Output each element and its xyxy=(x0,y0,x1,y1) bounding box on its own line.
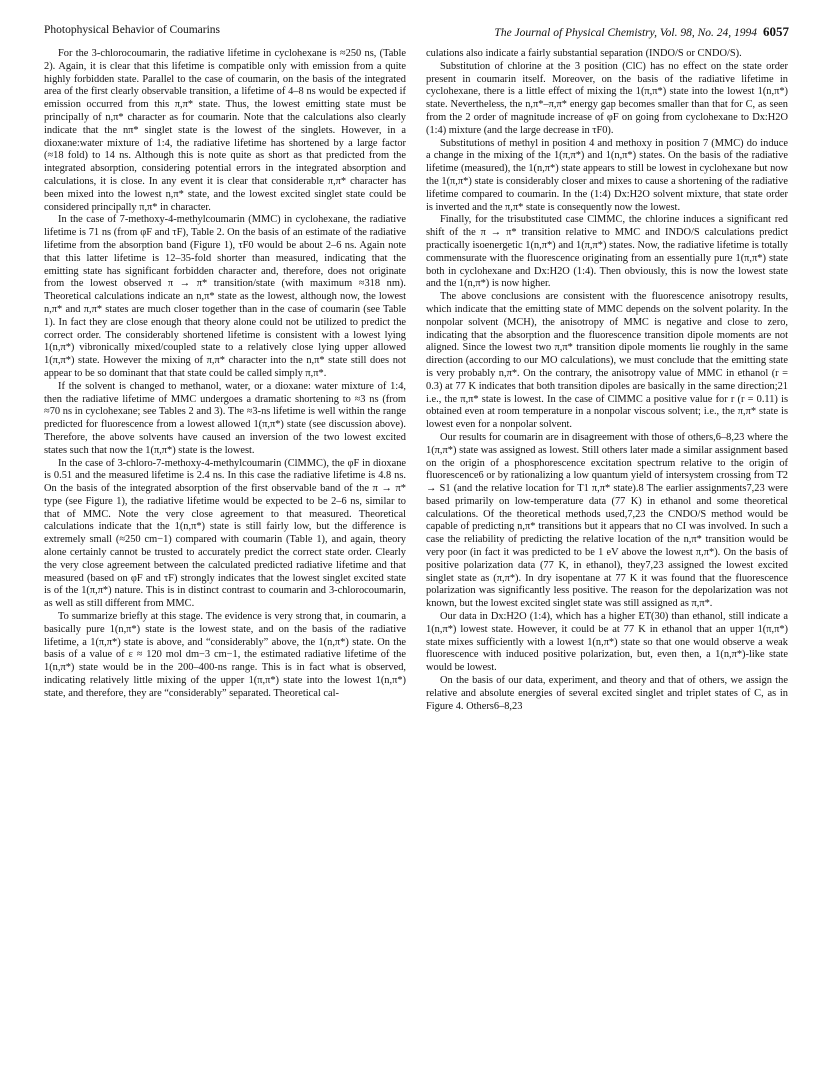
paragraph: Our data in Dx:H2O (1:4), which has a higher ET(30) than ethanol, still indicate a 1(n,π*) lowest state. However, it could be at 77 K in ethanol that an upper 1(π,π*) state mixes sufficiently with a lowest 1(n,π*) state so that one would observe a weak fluorescence with induced positive polarization, but, even then, a 1(n,π*)-like state would be lowest. xyxy=(426,611,788,674)
paragraph: Substitutions of methyl in position 4 and methoxy in position 7 (MMC) do induce a change in the mixing of the 1(π,π*) and 1(n,π*) states. On the basis of the radiative lifetime (measured), the 1(n,π*) state appears to still be lowest in cyclohexane but now the 1(π,π*) state is considerably closer and mixes to cause a shortening of the radiative lifetime compared to coumarin. In the (1:4) Dx:H2O solvent mixture, that state order is inverted and the π,π* state is consequently now the lowest. xyxy=(426,137,788,213)
journal-citation xyxy=(494,24,789,40)
left-column xyxy=(44,48,406,1068)
paragraph: If the solvent is changed to methanol, water, or a dioxane: water mixture of 1:4, then the radiative lifetime of MMC undergoes a dramatic shortening to ≈3 ns (from ≈70 ns in cyclohexane; see Tables 2 and 3). The ≈3-ns lifetime is well within the range predicted for fluorescence from a lowest allowed 1(π,π*) state (see discussion above). Therefore, the above solvents have caused an inversion of the two lowest excited states such that now the 1(π,π*) state is the lowest. xyxy=(44,380,406,456)
page-number: 6057 xyxy=(763,24,789,39)
paragraph: Finally, for the trisubstituted case ClMMC, the chlorine induces a significant red shift of the π → π* transition relative to MMC and INDO/S calculations predict practically isoenergetic 1(n,π*) and 1(π,π*) states. Now, the radiative lifetime is totally commensurate with the fluorescence originating from an essentially pure 1(π,π*) state both in cyclohexane and Dx:H2O (1:4). Then obviously, this is now the lowest state and the 1(n,π*) is now higher. xyxy=(426,214,788,290)
paragraph: Substitution of chlorine at the 3 position (ClC) has no effect on the state order present in coumarin itself. Moreover, on the basis of the radiative lifetime in cyclohexane, there is a little effect of mixing the 1(π,π*) state into the lowest 1(n,π*) state. Nevertheless, the n,π*–π,π* energy gap becomes smaller than that for C, as seen from the 2 order of magnitude increase of φF on going from cyclohexane to Dx:H2O (1:4) mixture (and the large decrease in τF0). xyxy=(426,60,788,136)
paragraph: For the 3-chlorocoumarin, the radiative lifetime in cyclohexane is ≈250 ns, (Table 2). Again, it is clear that this lifetime is compatible only with emission from a quite highly forbidden state. Parallel to the case of coumarin, on the basis of the integrated area of the first clearly observable transition, a lifetime of 4–8 ns would be expected if emission occurred from this π,π* state. Thus, the lowest emitting state must be principally of n,π* character as for coumarin. Note that the calculations also clearly indicate that the nπ* singlet state is the lowest of the singlets. However, in a dioxane:water mixture of 1:4, the radiative lifetime has shortened by a large factor (≈18 fold) to 14 ns. Although this is note quite as short as that predicted from the integrated absorption, considering potential errors in the integrated absorption and calculations, it is close. In any event it is clear that considerable π,π* character has been mixed into the lowest n,π* state, and the lowest excited singlet state could be considered principally π,π* in character. xyxy=(44,48,406,213)
running-title: Photophysical Behavior of Coumarins xyxy=(44,24,220,36)
article-body xyxy=(44,48,789,1068)
right-column xyxy=(426,48,788,1068)
paragraph: In the case of 3-chloro-7-methoxy-4-methylcoumarin (ClMMC), the φF in dioxane is 0.51 and the measured lifetime is 2.4 ns. In this case the radiative lifetime is 4.8 ns. On the basis of the integrated absorption of the first observable band of the π → π* type (see Figure 1), the radiative lifetime would be expected to be 2–6 ns, similar to that of MMC. Note the very close agreement to that measured. Theoretical calculations indicate that the 1(n,π*) state is still fairly low, but the difference is extremely small (≈250 cm−1) compared with coumarin (Table 1), and again, theory alone certainly cannot be trusted to accurately predict the correct state order. Clearly the very close agreement between the calculated predicted radiative lifetime and that measured (based on φF and τF) strongly indicates that the lowest singlet excited state is of the 1(π,π*) nature. This is in distinct contrast to coumarin and 3-chlorocoumarin, as well as still different from MMC. xyxy=(44,457,406,610)
paragraph: On the basis of our data, experiment, and theory and that of others, we assign the relative and absolute energies of several excited singlet and triplet states of C, as in Figure 4. Others6–8,23 xyxy=(426,675,788,712)
paragraph: In the case of 7-methoxy-4-methylcoumarin (MMC) in cyclohexane, the radiative lifetime is 71 ns (from φF and τF), Table 2. On the basis of an estimate of the radiative lifetime from the absorption band (Figure 1), τF0 would be about 2–6 ns. Again note that this latter lifetime is 12–35-fold shorter than measured, indicating that the emitting state has significant forbidden character and, therefore, does not originate from the lowest observed π → π* transition/state (with maximum ≈318 nm). Theoretical calculations indicate an n,π* state as the lowest, although now, the lowest n,π* and π,π* states are much closer together than in the case of coumarin (see Table 1). In fact they are close enough that theory alone could not be utilized to predict the correct order. The considerably shortened lifetime is consistent with a lowest lying 1(n,π*) vibronically mixed/coupled state to a relatively close lying upper allowed 1(π,π*) state. However the mixing of π,π* character into the n,π* state still does not appear to be so dominant that that state could be called simply π,π*. xyxy=(44,214,406,379)
paragraph: The above conclusions are consistent with the fluorescence anisotropy results, which indicate that the emitting state of MMC depends on the solvent polarity. In the nonpolar solvent (MCH), the anisotropy of MMC is negative and close to zero, indicating that the absorption and the fluorescence transition dipole moments are not aligned. Since the lowest two π,π* transition dipole moments lie roughly in the same direction (according to our MO calculations), we must conclude that the emitting state is very probably n,π*. On the contrary, the anisotropy value of MMC in ethanol (r = 0.3) at 77 K indicates that both transition dipoles are basically in the same direction;21 i.e., the π,π* state is lowest. In the case of ClMMC a positive value for r (r = 0.11) is obtained even at room temperature in a nonpolar viscous solvent; i.e., the π,π* state is lowest even for a nonpolar solvent. xyxy=(426,291,788,431)
paragraph: To summarize briefly at this stage. The evidence is very strong that, in coumarin, a basically pure 1(n,π*) state is the lowest state, and on the basis of the radiative lifetime, a 1(π,π*) state is above, and “considerably” above, the 1(n,π*) state. On the basis of a value of ε ≈ 120 mol dm−3 cm−1, the estimated radiative lifetime of the 1(n,π*) state would be in the 200–400-ns range. This is in fact what is observed, indicating relatively little mixing of the upper 1(π,π*) state into the lowest 1(n,π*) state, and therefore, they are “considerably” separated. Theoretical cal- xyxy=(44,611,406,699)
journal-name: The Journal of Physical Chemistry, Vol. 98, No. 24, 1994 xyxy=(494,27,757,39)
paragraph: culations also indicate a fairly substantial separation (INDO/S or CNDO/S). xyxy=(426,48,742,59)
running-header xyxy=(44,24,789,48)
paragraph: Our results for coumarin are in disagreement with those of others,6–8,23 where the 1(π,π*) state was assigned as lowest. Still others later made a similar assignment based on the origin of a phosphorescence excitation spectrum relative to the origin of fluorescence6 or by rationalizing a low quantum yield of intersystem crossing from T2 → S1 (and the relative location for T1 π,π* state).8 The earlier assignments7,23 were based primarily on low-temperature data (77 K) in ethanol and some theoretical calculations. Of the theoretical methods used,7,23 the CNDO/S method would be capable of predicting n,π* transitions but it appears that no CI was involved. In such a case the reliability of predicting the relative location of the n,π* transition would be very poor (in fact it was predicted to be 1 eV above the lowest π,π*). On the basis of positive polarization data (77 K, in ethanol), they7,23 assigned the lowest excited singlet state as (π,π*). In dry isopentane at 77 K it was found that the fluorescence polarization was significantly less positive. The reason for the depolarization was not known, but the lowest excited singlet state was still assigned as π,π*. xyxy=(426,431,788,610)
